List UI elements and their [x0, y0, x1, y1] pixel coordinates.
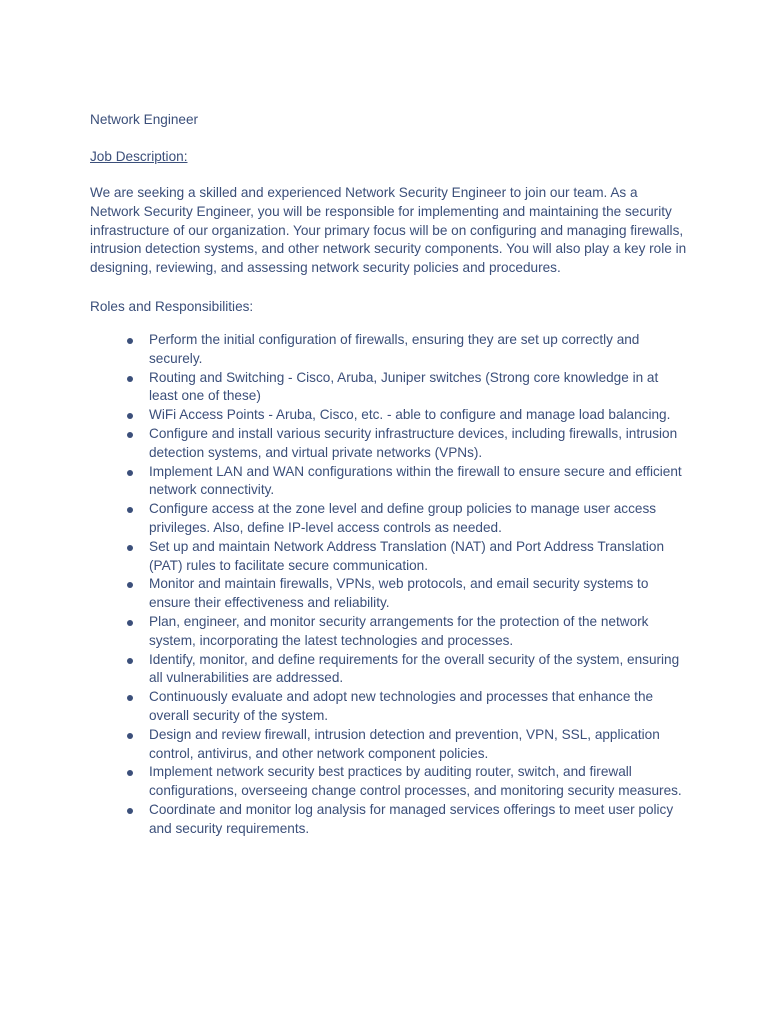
list-item-text: WiFi Access Points - Aruba, Cisco, etc. - able to configure and manage load balancing. — [149, 407, 671, 423]
list-item-text: Configure and install various security infrastructure devices, including firewalls, intrusion detection systems, and virtual private networks (VPNs). — [149, 425, 678, 460]
bullet-icon — [127, 620, 133, 626]
list-item — [90, 500, 688, 538]
responsibilities-list — [90, 331, 688, 839]
list-item-text: Design and review firewall, intrusion detection and prevention, VPN, SSL, application control, antivirus, and other network component policies. — [149, 726, 660, 761]
bullet-icon — [127, 695, 133, 701]
list-item — [90, 651, 688, 689]
bullet-icon — [127, 733, 133, 739]
bullet-icon — [127, 413, 133, 419]
list-item-text: Configure access at the zone level and define group policies to manage user access privileges. Also, define IP-level access controls as needed. — [149, 501, 657, 535]
list-item-text: Implement network security best practices by auditing router, switch, and firewall configurations, overseeing change control processes, and monitoring security measures. — [149, 764, 682, 799]
list-item-text: Monitor and maintain firewalls, VPNs, web protocols, and email security systems to ensure their effectiveness and reliability. — [149, 576, 649, 611]
list-item-text: Set up and maintain Network Address Translation (NAT) and Port Address Translation (PAT) rules to facilitate secure communication. — [149, 538, 665, 573]
job-description-paragraph: We are seeking a skilled and experienced Network Security Engineer to join our team. As a Network Security Engineer, you will be responsible for implementing and maintaining the security infrastructure of our organization. Your primary focus will be on configuring and managing firewalls, intrusion detection systems, and other network security components. You will also play a key role in designing, reviewing, and assessing network security policies and procedures. — [90, 185, 687, 276]
list-item — [90, 369, 688, 407]
document-title: Network Engineer — [90, 112, 199, 127]
list-item — [90, 726, 688, 764]
list-item — [90, 801, 688, 839]
list-item-text: Identify, monitor, and define requirements for the overall security of the system, ensuring all vulnerabilities are addressed. — [149, 651, 680, 686]
bullet-icon — [127, 338, 133, 344]
list-item-text: Continuously evaluate and adopt new technologies and processes that enhance the overall security of the system. — [149, 689, 654, 723]
bullet-icon — [127, 432, 133, 438]
bullet-icon — [127, 582, 133, 588]
list-item — [90, 425, 688, 463]
bullet-icon — [127, 470, 133, 476]
list-item — [90, 463, 688, 501]
list-item — [90, 406, 688, 425]
bullet-icon — [127, 808, 133, 814]
bullet-icon — [127, 658, 133, 664]
job-description-heading: Job Description: — [90, 149, 188, 164]
list-item — [90, 763, 688, 801]
bullet-icon — [127, 545, 133, 551]
list-item — [90, 613, 688, 651]
bullet-icon — [127, 770, 133, 776]
list-item — [90, 688, 688, 726]
list-item — [90, 538, 688, 576]
list-item-text: Coordinate and monitor log analysis for managed services offerings to meet user policy and security requirements. — [149, 801, 674, 836]
list-item — [90, 575, 688, 613]
list-item-text: Routing and Switching - Cisco, Aruba, Juniper switches (Strong core knowledge in at least one of these) — [149, 369, 659, 404]
bullet-icon — [127, 507, 133, 513]
bullet-icon — [127, 376, 133, 382]
list-item-text: Implement LAN and WAN configurations within the firewall to ensure secure and efficient network connectivity. — [149, 463, 682, 498]
list-item — [90, 331, 688, 369]
list-item-text: Perform the initial configuration of firewalls, ensuring they are set up correctly and securely. — [149, 331, 640, 366]
list-item-text: Plan, engineer, and monitor security arrangements for the protection of the network system, incorporating the latest technologies and processes. — [149, 613, 649, 648]
roles-heading: Roles and Responsibilities: — [90, 298, 254, 314]
